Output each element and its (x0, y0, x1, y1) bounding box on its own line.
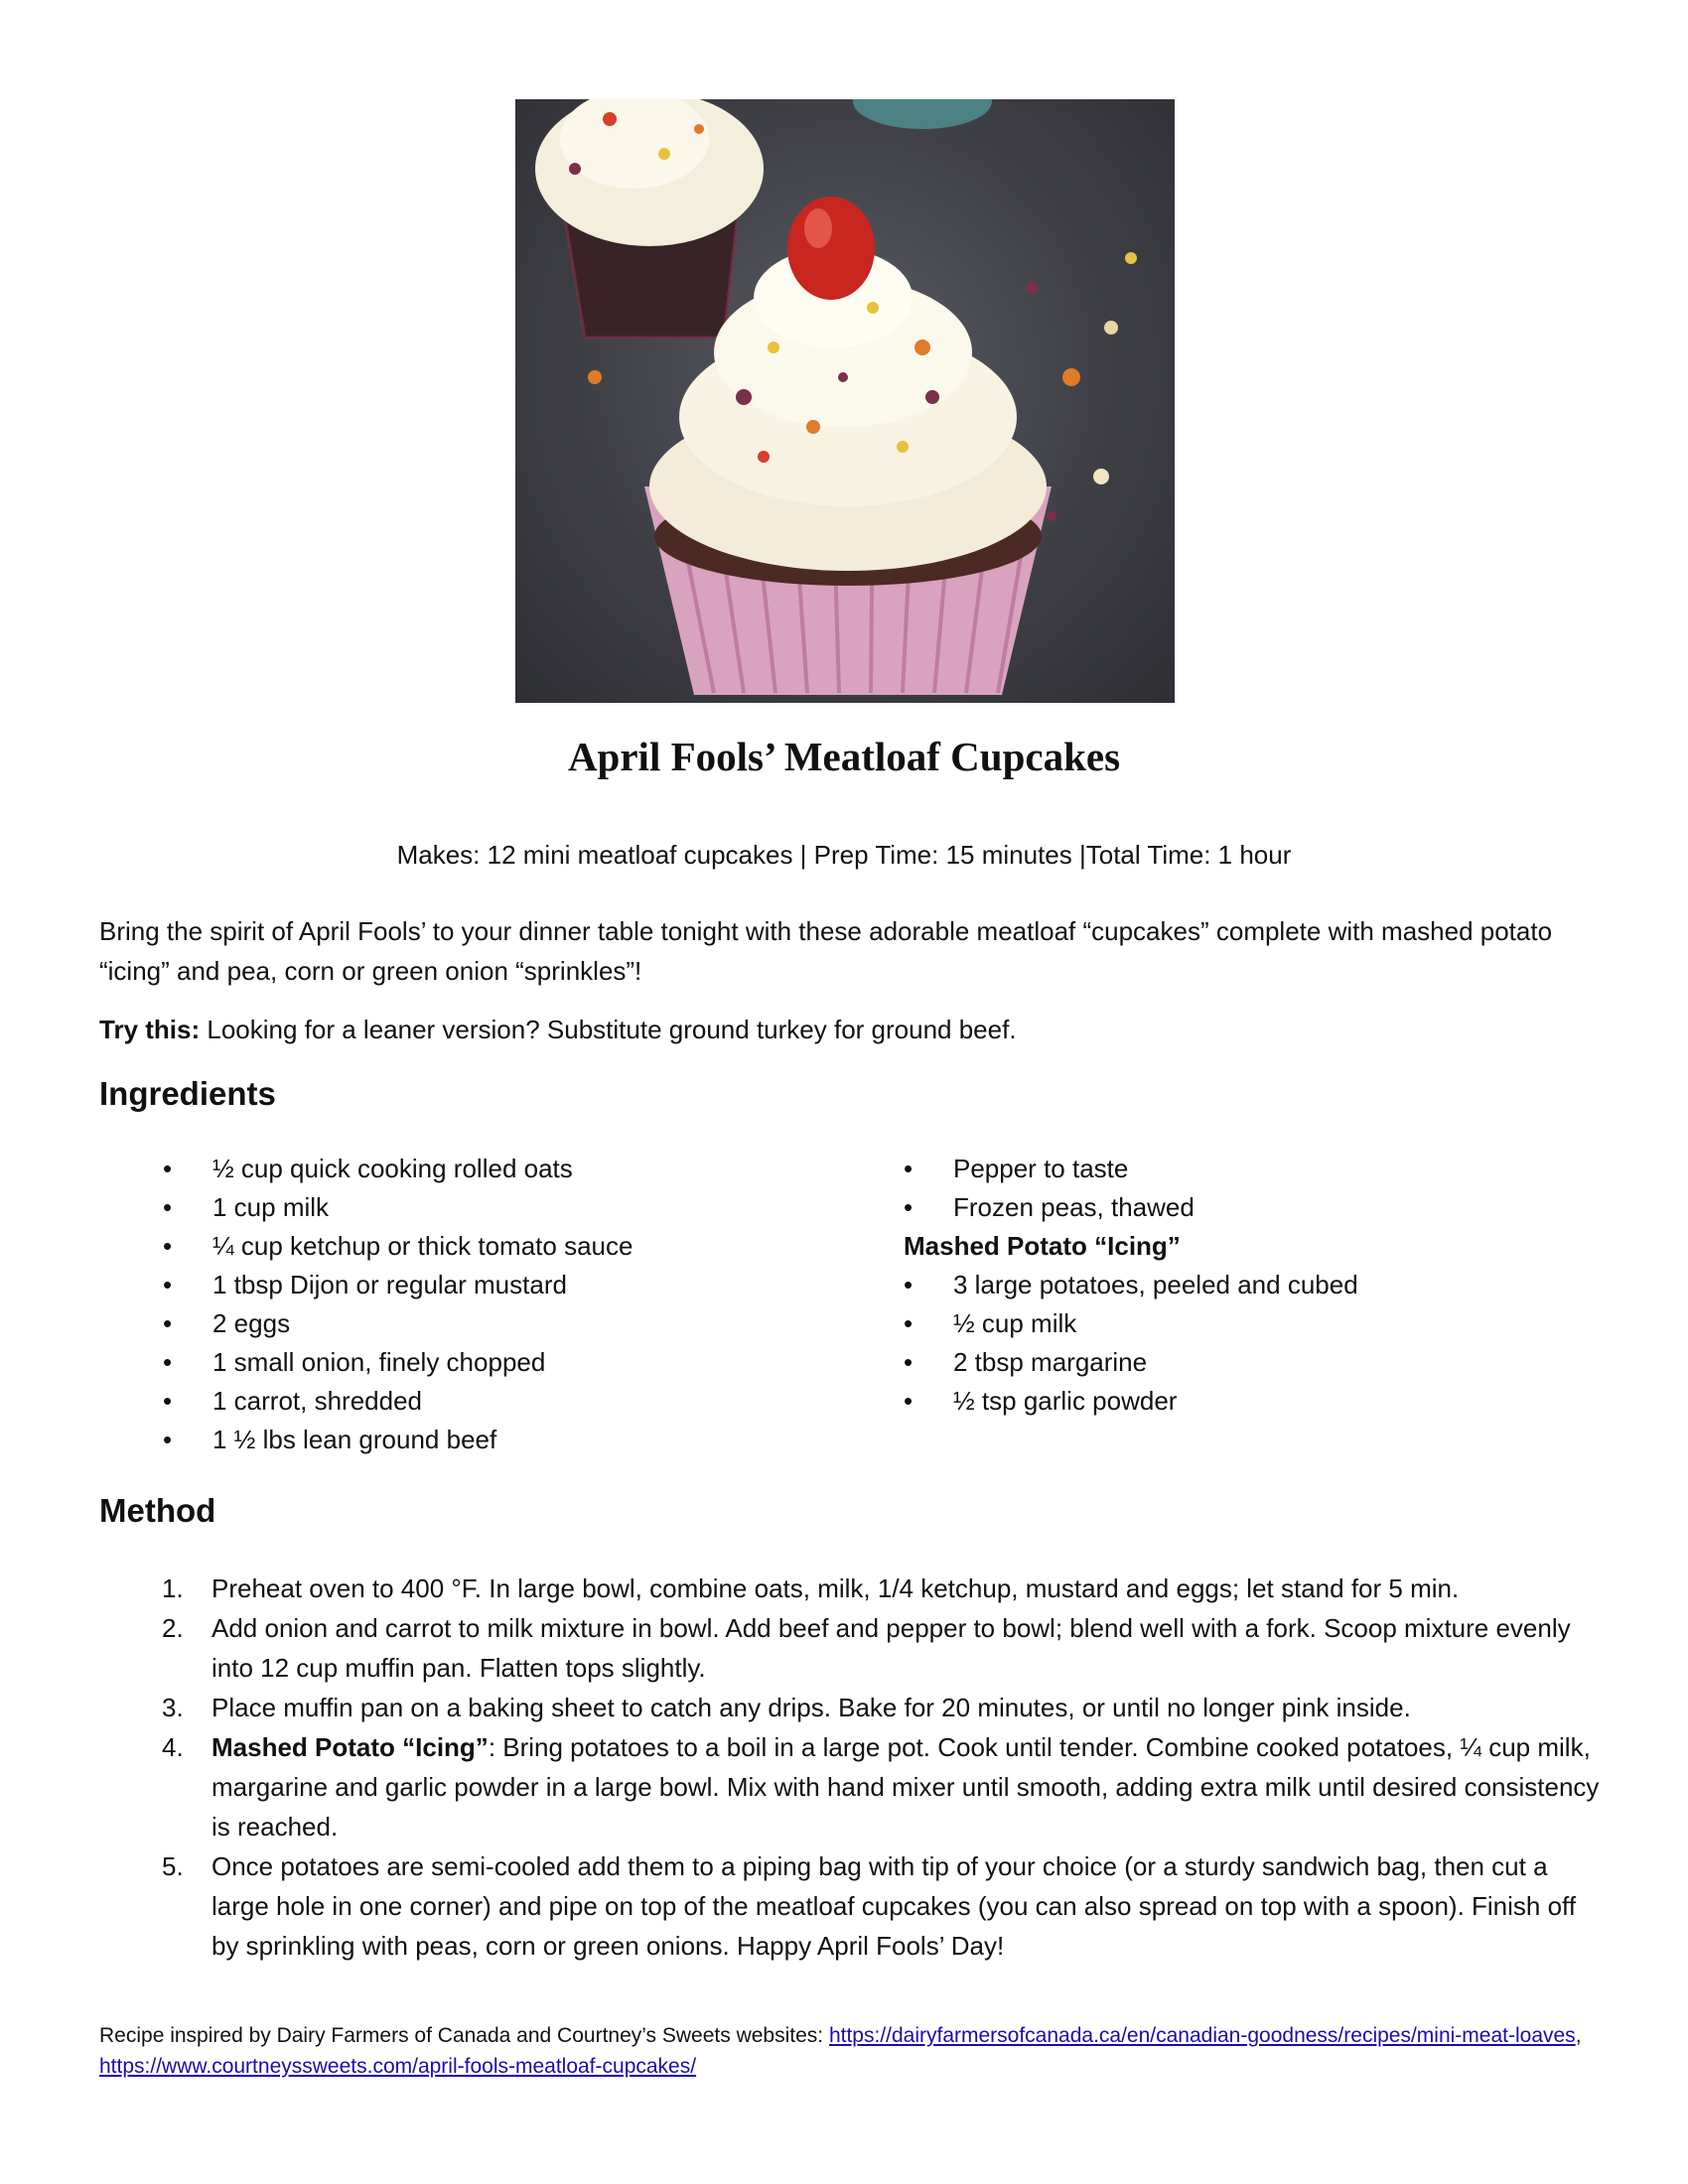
step-number: 5. (162, 1851, 184, 1881)
method-step: 3. Place muffin pan on a baking sheet to catch any drips. Bake for 20 minutes, or until no longer pink inside. (99, 1688, 1609, 1727)
ingredient-item: • 1 cup milk (99, 1188, 633, 1227)
source-footer (99, 2020, 1609, 2082)
method-steps (99, 1569, 1609, 1966)
ingredient-item: • 1 carrot, shredded (99, 1382, 633, 1421)
ingredient-item: • 1 tbsp Dijon or regular mustard (99, 1266, 633, 1304)
step-number: 2. (162, 1613, 184, 1643)
icing-subheading: Mashed Potato “Icing” (904, 1231, 1181, 1261)
step-number: 1. (162, 1573, 184, 1603)
method-step: 2. Add onion and carrot to milk mixture in bowl. Add beef and pepper to bowl; blend well with a fork. Scoop mixture evenly into 12 cup muffin pan. Flatten tops slightly. (99, 1608, 1609, 1688)
source-link-dairy-farmers[interactable]: https://dairyfarmersofcanada.ca/en/canadian-goodness/recipes/mini-meat-loaves (828, 2024, 1576, 2047)
ingredient-item: • Pepper to taste (904, 1150, 1358, 1188)
ingredient-item: • ½ cup milk (904, 1304, 1358, 1343)
ingredients-list-right (904, 1150, 1358, 1421)
method-step: 5. Once potatoes are semi-cooled add them to a piping bag with tip of your choice (or a sturdy sandwich bag, then cut a large hole in one corner) and pipe on top of the meatloaf cupcakes (you can also spread on top with a spoon). Finish off by sprinkling with peas, corn or green onions. Happy April Fools’ Day! (99, 1846, 1609, 1966)
ingredient-item: • ½ tsp garlic powder (904, 1382, 1358, 1421)
bullet: • (904, 1308, 914, 1338)
recipe-title: April Fools’ Meatloaf Cupcakes (567, 734, 1121, 779)
bullet: • (904, 1270, 914, 1299)
ingredient-item: • 1 small onion, finely chopped (99, 1343, 633, 1382)
recipe-intro: Bring the spirit of April Fools’ to your dinner table tonight with these adorable meatloaf “cupcakes” complete with mashed potato “icing” and pea, corn or green onion “sprinkles”! (99, 916, 1553, 986)
recipe-photo (515, 99, 1175, 703)
method-step: 4. Mashed Potato “Icing”: Bring potatoes to a boil in a large pot. Cook until tender. Combine cooked potatoes, ¼ cup milk, margarine and garlic powder in a large bowl. Mix with hand mixer until smooth, adding extra milk until desired consistency is reached. (99, 1727, 1609, 1846)
bullet: • (163, 1231, 173, 1261)
bullet: • (163, 1308, 173, 1338)
step-bold-label: Mashed Potato “Icing” (211, 1732, 489, 1762)
step-number: 4. (162, 1732, 184, 1762)
bullet: • (904, 1386, 914, 1416)
cupcake-illustration (515, 99, 1175, 703)
ingredient-item: • 2 eggs (99, 1304, 633, 1343)
bullet: • (163, 1386, 173, 1416)
try-this-label: Try this: (99, 1015, 201, 1044)
method-heading: Method (99, 1492, 216, 1529)
ingredients-list-left (99, 1150, 633, 1459)
source-link-courtneys-sweets[interactable]: https://www.courtneyssweets.com/april-fools-meatloaf-cupcakes/ (99, 2055, 697, 2078)
bullet: • (904, 1192, 914, 1222)
bullet: • (904, 1154, 914, 1183)
method-step: 1. Preheat oven to 400 °F. In large bowl, combine oats, milk, 1/4 ketchup, mustard and eggs; let stand for 5 min. (99, 1569, 1609, 1608)
ingredient-item: • 1 ½ lbs lean ground beef (99, 1421, 633, 1459)
ingredient-item: • Frozen peas, thawed (904, 1188, 1358, 1227)
step-number: 3. (162, 1693, 184, 1722)
footer-separator: , (1575, 2024, 1582, 2047)
bullet: • (163, 1154, 173, 1183)
ingredient-item: • ¼ cup ketchup or thick tomato sauce (99, 1227, 633, 1266)
ingredient-item: • ½ cup quick cooking rolled oats (99, 1150, 633, 1188)
bullet: • (163, 1270, 173, 1299)
bullet: • (163, 1347, 173, 1377)
footer-prefix: Recipe inspired by Dairy Farmers of Canada and Courtney’s Sweets websites: (99, 2024, 829, 2047)
ingredient-item: • 2 tbsp margarine (904, 1343, 1358, 1382)
bullet: • (163, 1425, 173, 1454)
try-this-tip (99, 1015, 1017, 1045)
recipe-meta: Makes: 12 mini meatloaf cupcakes | Prep Time: 15 minutes |Total Time: 1 hour (396, 840, 1292, 870)
bullet: • (163, 1192, 173, 1222)
try-this-text: Looking for a leaner version? Substitute ground turkey for ground beef. (200, 1015, 1017, 1044)
ingredients-heading: Ingredients (99, 1075, 276, 1112)
ingredient-item: • 3 large potatoes, peeled and cubed (904, 1266, 1358, 1304)
bullet: • (904, 1347, 914, 1377)
